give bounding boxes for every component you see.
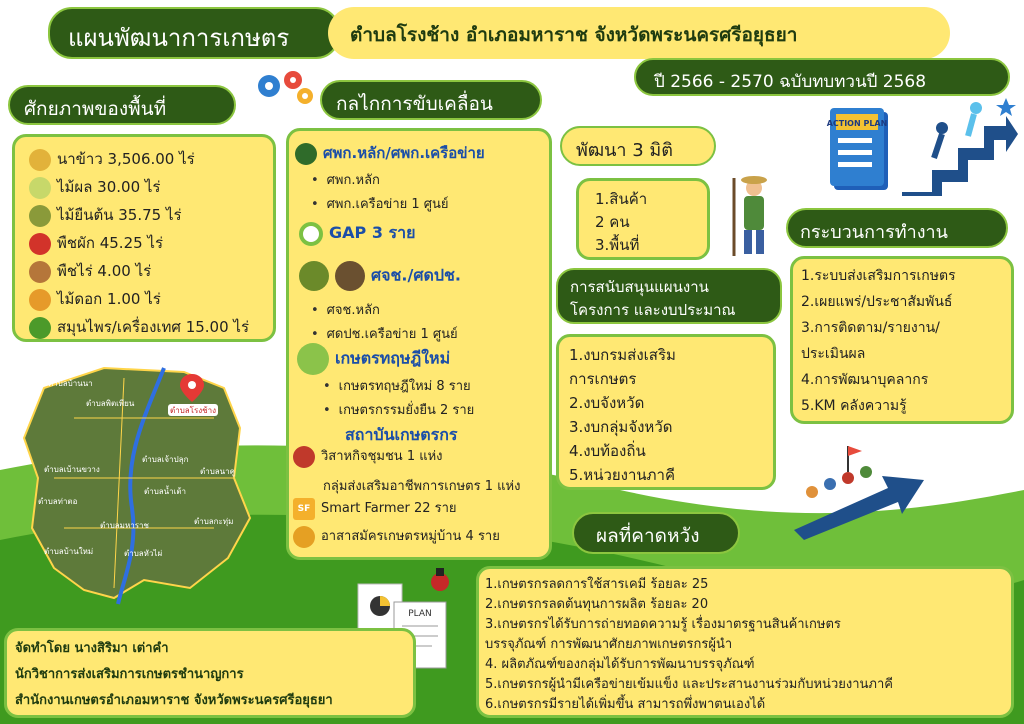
result-item: 3.เกษตรกรได้รับการถ่ายทอดความรู้ เรื่องมาตรฐานสินค้าเกษตร [485, 617, 841, 632]
svg-text:ตำบลนาคู: ตำบลนาคู [200, 467, 235, 476]
dimensions-box [576, 178, 710, 260]
farmer-icon [726, 168, 774, 260]
center-item: • ศพก.เครือข่าย 1 ศูนย์ [311, 197, 449, 212]
mechanism-box [286, 128, 552, 560]
pest-title: ศจช./ศดปช. [299, 261, 461, 291]
credit-position: นักวิชาการส่งเสริมการเกษตรชำนาญการ [15, 667, 244, 682]
smart-farmer-logo-icon: SF [293, 498, 315, 520]
svg-text:ตำบลพิตเพียน: ตำบลพิตเพียน [86, 399, 135, 408]
tree-icon [29, 205, 51, 227]
team-arrow-icon [790, 440, 928, 540]
district-map [14, 358, 274, 608]
volunteer-logo-icon [293, 526, 315, 548]
process-heading: กระบวนการทำงาน [800, 222, 948, 243]
process-item: ประเมินผล [801, 346, 866, 362]
potential-item-tree: ไม้ยืนต้น 35.75 ไร่ [29, 203, 182, 227]
action-plan-icon [824, 104, 896, 194]
years-text: ปี 2566 - 2570 ฉบับทบทวนปี 2568 [654, 72, 927, 92]
gears-people-icon [255, 64, 317, 110]
fruit-icon [29, 177, 51, 199]
dimensions-heading: พัฒนา 3 มิติ [576, 140, 673, 161]
theory-item: • เกษตรทฤษฎีใหม่ 8 ราย [323, 379, 471, 394]
rice-icon [29, 149, 51, 171]
process-item: 4.การพัฒนาบุคลากร [801, 372, 929, 388]
theory-title: เกษตรทฤษฎีใหม่ [297, 343, 450, 375]
credit-office: สำนักงานเกษตรอำเภอมหาราช จังหวัดพระนครศรีอยุธยา [15, 693, 333, 708]
process-item: 5.KM คลังความรู้ [801, 398, 907, 414]
potential-item-rice: นาข้าว 3,506.00 ไร่ [29, 147, 195, 171]
process-heading-pill [786, 208, 1008, 248]
support-heading-line2: โครงการ และงบประมาณ [570, 301, 736, 319]
svg-text:ACTION PLAN: ACTION PLAN [826, 119, 888, 128]
subtitle-banner [328, 7, 950, 59]
center-logo-icon [295, 143, 317, 165]
title-banner [48, 7, 340, 59]
potential-item-vegetable: พืชผัก 45.25 ไร่ [29, 231, 163, 255]
result-item: 4. ผลิตภัณฑ์ของกลุ่มได้รับการพัฒนาบรรจุภัณฑ์ [485, 657, 755, 672]
support-item: 4.งบท้องถิ่น [569, 442, 646, 460]
center-item: • ศพก.หลัก [311, 173, 380, 188]
svg-text:ตำบลหัวไผ่: ตำบลหัวไผ่ [124, 549, 163, 558]
pest-logo-icon [335, 261, 365, 291]
chili-icon [29, 233, 51, 255]
credit-author: จัดทำโดย นางสิริมา เต่าคำ [15, 641, 169, 656]
page-title: แผนพัฒนาการเกษตร [68, 24, 290, 52]
dimension-item: 3.พื้นที่ [595, 236, 640, 254]
support-item: 5.หน่วยงานภาคี [569, 466, 676, 484]
theory-item: • เกษตรกรรมยั่งยืน 2 ราย [323, 403, 475, 418]
mechanism-heading-pill [320, 80, 542, 120]
support-item: 1.งบกรมส่งเสริม [569, 346, 676, 364]
climbing-success-icon [902, 96, 1018, 196]
pest-item: • ศจช.หลัก [311, 303, 380, 318]
results-heading-pill [572, 512, 740, 554]
potential-heading: ศักยภาพของพื้นที่ [24, 98, 167, 120]
svg-text:ตำบลน้ำเต้า: ตำบลน้ำเต้า [144, 487, 187, 496]
process-item: 2.เผยแพร่/ประชาสัมพันธ์ [801, 294, 953, 310]
institution-item: กลุ่มส่งเสริมอาชีพการเกษตร 1 แห่ง [323, 479, 521, 494]
flower-icon [29, 289, 51, 311]
potential-heading-pill [8, 85, 236, 125]
subtitle: ตำบลโรงช้าง อำเภอมหาราช จังหวัดพระนครศรีอยุธยา [350, 24, 798, 46]
enterprise-logo-icon [293, 446, 315, 468]
process-item: 3.การติดตาม/รายงาน/ [801, 320, 940, 336]
gap-logo-icon [299, 222, 323, 246]
support-box [556, 334, 776, 490]
cassava-icon [29, 261, 51, 283]
result-item: 5.เกษตรกรผู้นำมีเครือข่ายเข้มแข็ง และประสานงานร่วมกับหน่วยงานภาคี [485, 677, 893, 692]
support-item: 3.งบกลุ่มจังหวัด [569, 418, 673, 436]
svg-text:ตำบลบ้านใหม่: ตำบลบ้านใหม่ [44, 547, 94, 556]
institution-item: SF Smart Farmer 22 ราย [293, 497, 457, 520]
svg-text:ตำบลเจ้าปลุก: ตำบลเจ้าปลุก [142, 455, 189, 464]
credits-box [4, 628, 416, 718]
result-item: 2.เกษตรกรลดต้นทุนการผลิต ร้อยละ 20 [485, 597, 709, 612]
gap-row: GAP 3 ราย [299, 221, 415, 246]
results-heading: ผลที่คาดหวัง [596, 525, 700, 547]
process-box [790, 256, 1014, 424]
result-item: 1.เกษตรกรลดการใช้สารเคมี ร้อยละ 25 [485, 577, 709, 592]
pest-item: • ศดปช.เครือข่าย 1 ศูนย์ [311, 327, 458, 342]
result-item: 6.เกษตรกรมีรายได้เพิ่มขึ้น สามารถพึ่งพาตนเองได้ [485, 697, 766, 712]
dimension-item: 1.สินค้า [595, 190, 648, 208]
svg-text:ตำบลกะทุ่ม: ตำบลกะทุ่ม [194, 517, 234, 526]
support-heading-line1: การสนับสนุนแผนงาน [570, 278, 709, 296]
new-theory-logo-icon [297, 343, 329, 375]
years-banner [634, 58, 1010, 96]
svg-text:ตำบลมหาราช: ตำบลมหาราช [100, 521, 149, 530]
dimensions-heading-pill [560, 126, 716, 166]
potential-item-fruit: ไม้ผล 30.00 ไร่ [29, 175, 161, 199]
dept-logo-icon [299, 261, 329, 291]
support-item: การเกษตร [569, 370, 637, 388]
svg-text:ตำบลโรงช้าง: ตำบลโรงช้าง [170, 406, 216, 415]
mechanism-heading: กลไกการขับเคลื่อน [336, 93, 493, 115]
svg-text:PLAN: PLAN [408, 609, 432, 619]
institution-item: วิสาหกิจชุมชน 1 แห่ง [293, 445, 443, 468]
potential-item-herb: สมุนไพร/เครื่องเทศ 15.00 ไร่ [29, 315, 249, 339]
potential-box [12, 134, 276, 342]
results-box [476, 566, 1014, 718]
svg-text:ตำบลเบ้านขวาง: ตำบลเบ้านขวาง [44, 465, 100, 474]
svg-text:ตำบลท่าตอ: ตำบลท่าตอ [38, 497, 78, 506]
support-item: 2.งบจังหวัด [569, 394, 645, 412]
herb-leaf-icon [29, 317, 51, 339]
process-item: 1.ระบบส่งเสริมการเกษตร [801, 268, 956, 284]
dimension-item: 2 คน [595, 213, 630, 231]
support-heading-pill [556, 268, 782, 324]
institution-item: อาสาสมัครเกษตรหมู่บ้าน 4 ราย [293, 525, 500, 548]
result-item: บรรจุภัณฑ์ การพัฒนาศักยภาพเกษตรกรผู้นำ [485, 637, 733, 652]
potential-item-flower: ไม้ดอก 1.00 ไร่ [29, 287, 161, 311]
svg-text:ตำบลบ้านนา: ตำบลบ้านนา [48, 379, 93, 388]
potential-item-field-crop: พืชไร่ 4.00 ไร่ [29, 259, 151, 283]
center-title: ศพก.หลัก/ศพก.เครือข่าย [295, 141, 485, 165]
institution-title: สถาบันเกษตรกร [345, 425, 458, 444]
